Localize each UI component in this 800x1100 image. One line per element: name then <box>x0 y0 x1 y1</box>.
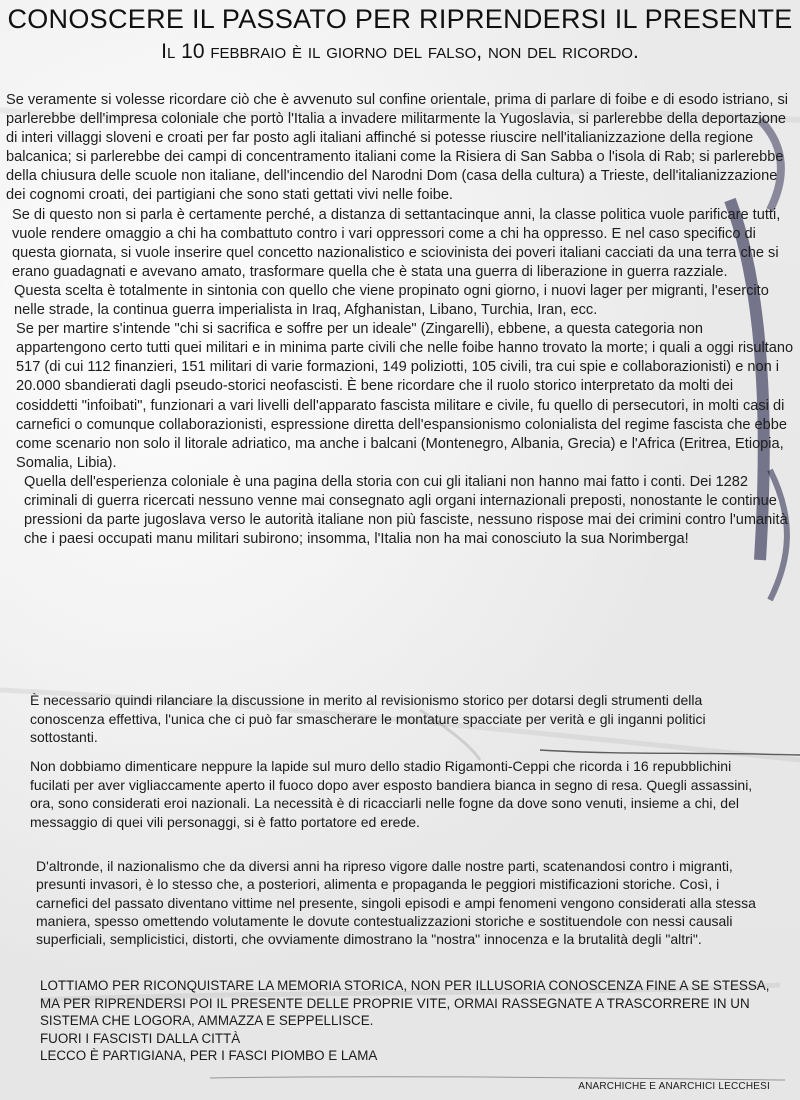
closing-line-3: LECCO È PARTIGIANA, PER I FASCI PIOMBO E LAMA <box>40 1048 378 1064</box>
paragraph-3: Questa scelta è totalmente in sintonia con quello che viene propinato ogni giorno, i nuovi lager per migranti, l'esercito nelle strade, la continua guerra imperialista in Iraq, Afghanistan, Libano, Turchia, Iran, ecc. <box>14 282 769 319</box>
paragraph-7: Non dobbiamo dimenticare neppure la lapide sul muro dello stadio Rigamonti-Ceppi che ricorda i 16 repubblichini fucilati per aver vigliaccamente aperto il fuoco dopo aver esposto bandiera bianca in segno di resa. Quegli assassini, ora, sono considerati eroi nazionali. La necessità è di ricacciarli nelle fogne da dove sono venuti, insieme a chi, del messaggio di quei vili personaggi, si è fatto portatore ed erede. <box>30 758 753 830</box>
paragraph-4: Se per martire s'intende "chi si sacrifica e soffre per un ideale" (Zingarelli), ebbene, a questa categoria non appartengono certo tutti quei militari e in minima parte civili che nelle foibe hanno trovato la morte; i quali a oggi risultano 517 (di cui 112 finanzieri, 151 militari di varie formazioni, 149 poliziotti, 105 civili, tra cui spie e collaborazionisti) e non i 20.000 sbandierati dagli pseudo-storici neofascisti. È bene ricordare che il ruolo storico interpretato da molti dei cosiddetti "infoibati", funzionari a vari livelli dell'apparato fascista militare e civile, fu quello di persecutori, in molti casi di carnefici o comunque collaborazionisti, espressione diretta dell'espansionismo colonialista del regime fascista che ebbe come scenario non solo il litorale adriatico, ma anche i balcani (Montenegro, Albania, Grecia) e l'Africa (Eritrea, Etiopia, Somalia, Libia). <box>16 321 794 471</box>
main-text-block <box>6 91 796 549</box>
closing-line-2: FUORI I FASCISTI DALLA CITTÀ <box>40 1030 241 1046</box>
paragraph-1: Se veramente si volesse ricordare ciò che è avvenuto sul confine orientale, prima di parlare di foibe e di esodo istriano, si parlerebbe dell'impresa coloniale che portò l'Italia a invadere militarmente la Yugoslavia, si parlerebbe della deportazione di interi villaggi sloveni e croati per far posto agli italiani affinché si potesse riuscire nell'italianizzazione della regione balcanica; si parlerebbe dei campi di concentramento italiani come la Risiera di San Sabba o l'isola di Rab; si parlerebbe della chiusura delle scuole non italiane, dell'incendio del Narodni Dom (casa della cultura) a Trieste, dell'italianizzazione dei cognomi croati, dei partigiani che sono stati gettati vivi nelle foibe. <box>6 92 788 204</box>
closing-line-1: LOTTIAMO PER RICONQUISTARE LA MEMORIA STORICA, NON PER ILLUSORIA CONOSCENZA FINE A SE STESSA, MA PER RIPRENDERSI POI IL PRESENTE DELLE PROPRIE VITE, ORMAI RASSEGNATE A TRASCORRERE IN UN SISTEMA CHE LOGORA, AMMAZZA E SEPPELLISCE. <box>40 978 770 1029</box>
poster-title: CONOSCERE IL PASSATO PER RIPRENDERSI IL PRESENTE <box>7 4 793 34</box>
paragraph-6: È necessario quindi rilanciare la discussione in merito al revisionismo storico per dotarsi degli strumenti della conoscenza effettiva, l'unica che ci può far smascherare le montature spacciate per verità e gli inganni politici sottostanti. <box>30 692 706 745</box>
poster-subtitle: Il 10 febbraio è il giorno del falso, non del ricordo. <box>161 40 639 63</box>
signature: ANARCHICHE E ANARCHICI LECCHESI <box>578 1081 770 1092</box>
paragraph-2: Se di questo non si parla è certamente perché, a distanza di settantacinque anni, la classe politica vuole parificare tutti, vuole rendere omaggio a chi ha combattuto contro i vari oppressori come a chi ha oppresso. E nel caso specifico di questa giornata, si vuole inserire quel concetto nazionalistico e sciovinista dei poveri italiani cacciati da una terra che si erano guadagnati e avevano amato, trasformare quella che è stata una guerra di liberazione in guerra razziale. <box>12 206 781 280</box>
paragraph-8: D'altronde, il nazionalismo che da diversi anni ha ripreso vigore dalle nostre parti, scatenandosi contro i migranti, presunti invasori, è lo stesso che, a posteriori, alimenta e propaganda le peggiori mistificazioni storiche. Così, i carnefici del passato diventano vittime nel presente, singoli episodi e ampi fenomeni vengono considerati alla stessa maniera, spesso omettendo volutamente le dovute contestualizzazioni storiche e sostituendole con nessi causali superficiali, semplicistici, distorti, che ovviamente dimostrano la "nostra" innocenza e la brutalità degli "altri". <box>36 858 756 948</box>
paragraph-5: Quella dell'esperienza coloniale è una pagina della storia con cui gli italiani non hanno mai fatto i conti. Dei 1282 criminali di guerra ricercati nessuno venne mai consegnato agli organi internazionali preposti, nonostante le continue pressioni da parte jugoslava verso le autorità italiane non più fasciste, nessuno rispose mai dei crimini contro l'umanità che i paesi occupati manu militari subirono; insomma, l'Italia non ha mai conosciuto la sua Norimberga! <box>24 473 788 548</box>
closing-statement <box>40 977 780 1065</box>
